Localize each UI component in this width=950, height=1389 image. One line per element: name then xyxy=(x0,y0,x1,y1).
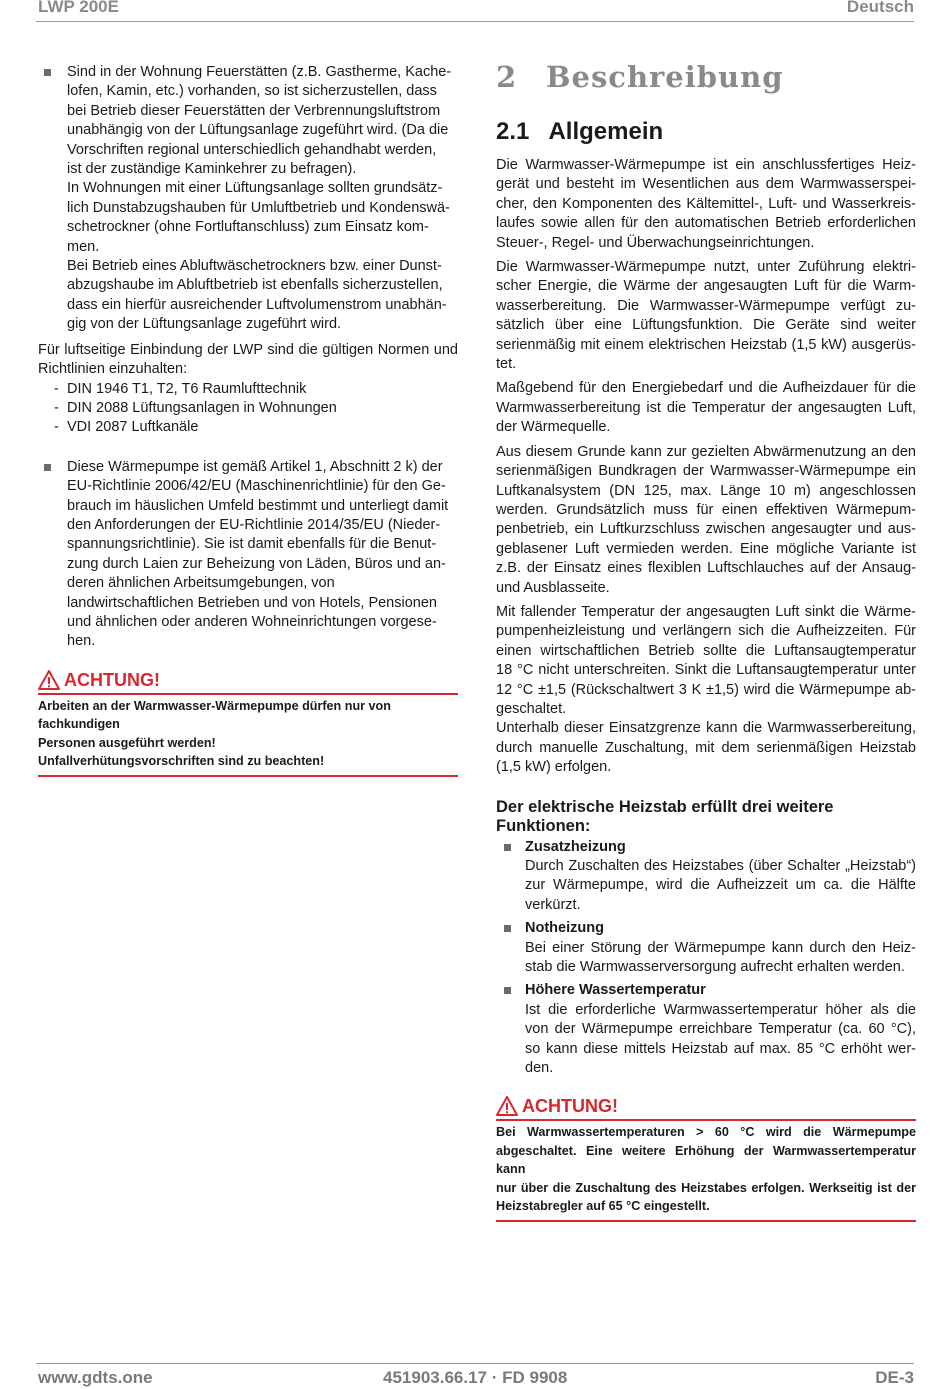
text-line: Die Warmwasser-Wärmepumpe nutzt, unter Zuführung elektri- xyxy=(496,259,916,276)
warning-rule xyxy=(38,693,458,695)
text-line: scher Energie, die Wärme der angesaugten Luft für die Warm- xyxy=(496,278,916,295)
header-language: Deutsch xyxy=(846,0,914,16)
function-text xyxy=(525,939,916,978)
text-line: den. xyxy=(525,1060,554,1077)
function-title: Zusatzheizung xyxy=(525,838,626,855)
warning-box-right xyxy=(496,1095,916,1222)
text-line: lich Dunstabzugshauben für Umluftbetrieb und Kondenswä- xyxy=(67,199,450,216)
text-line: Bei Betrieb eines Abluftwäschetrockners bzw. einer Dunst- xyxy=(67,258,442,275)
text-line: Heizstabregler auf 65 °C eingestellt. xyxy=(496,1199,710,1214)
function-item xyxy=(496,919,916,977)
text-line: zung durch Laien zur Beheizung von Läden, Büros und an- xyxy=(67,555,446,572)
text-line: zur Wärmepumpe, wird die Aufheizzeit um ca. die Hälfte xyxy=(525,877,916,894)
chapter-title: Beschreibung xyxy=(546,60,784,94)
norms-intro xyxy=(38,341,458,380)
text-line: einen wirtschaftlichen Betrieb sollte die Luftansaugtemperatur xyxy=(496,642,916,659)
square-bullet-icon xyxy=(504,987,511,994)
text-line: Sind in der Wohnung Feuerstätten (z.B. Gastherme, Kache- xyxy=(67,64,452,80)
text-line: Für luftseitige Einbindung der LWP sind die gültigen Normen und xyxy=(38,341,458,358)
chapter-heading xyxy=(496,58,916,96)
text-line: gig von der Lüftungsanlage zugeführt wird. xyxy=(67,316,342,333)
bullet-fireplaces-text xyxy=(67,63,458,335)
footer-divider xyxy=(36,1363,914,1364)
text-line: der Wärmequelle. xyxy=(496,419,611,436)
text-line: Die Warmwasser-Wärmepumpe ist ein anschlussfertiges Heiz- xyxy=(496,157,916,173)
text-line: schetrockner (ohne Fortluftanschluss) zum Einsatz kom- xyxy=(67,219,429,236)
header-product: LWP 200E xyxy=(38,0,119,16)
function-title: Notheizung xyxy=(525,920,604,937)
warning-text xyxy=(38,697,458,771)
text-line: Funktionen: xyxy=(496,816,591,835)
text-line: penbetrieb, ein Luftkurzschluss zwischen angesaugter und aus- xyxy=(496,521,916,538)
square-bullet-icon xyxy=(44,464,51,471)
text-line: serienmäßig mit einem elektrischen Heizstab (1,5 kW) ausgerüs- xyxy=(496,336,916,353)
square-bullet-icon xyxy=(504,925,511,932)
text-line: abzugshaube im Abluftbetrieb ist ebenfalls sicherzustellen, xyxy=(67,277,443,294)
warning-rule xyxy=(496,1119,916,1121)
square-bullet-icon xyxy=(504,844,511,851)
text-line: Bei Warmwassertemperaturen > 60 °C wird die Wärmepumpe xyxy=(496,1125,916,1140)
text-line: EU-Richtlinie 2006/42/EU (Maschinenrichtlinie) für den Ge- xyxy=(67,478,446,495)
text-line: durch manuelle Zuschaltung, mit dem serienmäßigen Heizstab xyxy=(496,739,916,756)
text-line: landwirtschaftlichen Betrieben und von Hotels, Pensionen xyxy=(67,594,437,611)
subheading-functions xyxy=(496,798,916,836)
paragraph xyxy=(496,603,916,778)
footer-doc-number: 451903.66.17 · FD 9908 xyxy=(383,1368,568,1387)
text-line: Aus diesem Grunde kann zur gezielten Abwärmenutzung an den xyxy=(496,443,916,460)
text-line: geschaltet. xyxy=(496,700,567,717)
text-line: In Wohnungen mit einer Lüftungsanlage sollten grundsätz- xyxy=(67,180,443,197)
text-line: Diese Wärmepumpe ist gemäß Artikel 1, Abschnitt 2 k) der xyxy=(67,458,443,475)
text-line: stab die Warmwasserversorgung aufrecht erhalten werden. xyxy=(525,959,905,976)
paragraph xyxy=(496,379,916,437)
text-line: nur über die Zuschaltung des Heizstabes erfolgen. Werkseitig ist der xyxy=(496,1180,916,1195)
paragraph xyxy=(496,156,916,253)
function-text xyxy=(525,1001,916,1079)
warning-text xyxy=(496,1123,916,1216)
text-line: werden. Grundsätzlich muss für einen effektiven Wärmepum- xyxy=(496,501,916,518)
header-divider xyxy=(36,21,914,22)
chapter-number: 2 xyxy=(496,60,518,94)
warning-title: ACHTUNG! xyxy=(64,669,160,690)
text-line: Ist die erforderliche Warmwassertemperatur höher als die xyxy=(525,1001,916,1018)
norm-item: - VDI 2087 Luftkanäle xyxy=(54,419,199,436)
text-line: serienmäßigen Bundkragen der Warmwasser-Wärmepumpe ein xyxy=(496,463,916,480)
square-bullet-icon xyxy=(44,69,51,76)
bullet-eu-directive xyxy=(38,458,458,652)
text-line: deren ähnlichen Arbeitsumgebungen, von xyxy=(67,575,335,592)
function-title: Höhere Wassertemperatur xyxy=(525,982,706,999)
norms-list xyxy=(38,380,458,438)
text-line: unabhängig von der Lüftungsanlage zugeführt wird. (Da die xyxy=(67,122,449,139)
text-line: z.B. der Einsatz eines flexiblen Luftschlauches auf der Ansaug- xyxy=(496,560,916,577)
text-line: abgeschaltet. Eine weitere Erhöhung der Warmwassertemperatur kann xyxy=(496,1143,916,1177)
text-line: ist der zuständige Kaminkehrer zu befragen). xyxy=(67,161,357,178)
text-line: spannungsrichtlinie). Sie ist damit ebenfalls für die Benut- xyxy=(67,536,437,553)
text-line: Mit fallender Temperatur der angesaugten Luft sinkt die Wärme- xyxy=(496,603,916,620)
text-line: Arbeiten an der Warmwasser-Wärmepumpe dürfen nur von fachkundigen xyxy=(38,698,391,732)
norm-item: - DIN 2088 Lüftungsanlagen in Wohnungen xyxy=(54,399,337,416)
warning-triangle-icon xyxy=(38,670,60,690)
warning-box-left xyxy=(38,669,458,777)
text-line: Richtlinien einzuhalten: xyxy=(38,361,188,378)
function-item xyxy=(496,838,916,916)
text-line: Maßgebend für den Energiebedarf und die Aufheizdauer für die xyxy=(496,380,916,397)
text-line: 12 °C ±1,5 (Rückschaltwert 3 K ±1,5) wird die Wärmepumpe ab- xyxy=(496,681,916,698)
warning-title: ACHTUNG! xyxy=(522,1096,618,1117)
text-line: und Ausblasseite. xyxy=(496,579,610,596)
text-line: verkürzt. xyxy=(525,896,581,913)
text-line: lofen, Kamin, etc.) vorhanden, so ist sicherzustellen, dass xyxy=(67,83,437,100)
right-column xyxy=(496,58,916,1222)
footer-website: www.gdts.one xyxy=(38,1368,153,1387)
text-line: Unterhalb dieser Einsatzgrenze kann die Warmwasserbereitung, xyxy=(496,720,916,737)
text-line: so kann diese mittels Heizstab auf max. 85 °C erhöht wer- xyxy=(525,1040,916,1057)
text-line: von der Wärmepumpe erreichbare Temperatur (ca. 60 °C), xyxy=(525,1021,916,1038)
text-line: Durch Zuschalten des Heizstabes (über Schalter „Heizstab“) xyxy=(525,858,916,874)
text-line: cher, den Komponenten des Kältemittel-, Luft- und Wasserkreis- xyxy=(496,195,916,212)
text-line: den Anforderungen der EU-Richtlinie 2014/35/EU (Nieder- xyxy=(67,516,441,533)
text-line: und ähnlichen oder anderen Wohneinrichtungen vorgese- xyxy=(67,613,437,630)
text-line: dass ein hierfür ausreichender Luftvolumenstrom unabhän- xyxy=(67,296,447,313)
text-line: gerät und besteht im Wesentlichen aus dem Warmwasserspei- xyxy=(496,176,916,193)
norm-item: - DIN 1946 T1, T2, T6 Raumlufttechnik xyxy=(54,380,307,397)
left-column xyxy=(38,63,458,777)
text-line: Steuer-, Regel- und Überwachungseinrichtungen. xyxy=(496,234,815,251)
text-line: 18 °C nicht unterschreiten. Sinkt die Luftansaugtemperatur unter xyxy=(496,662,916,679)
section-heading: 2.1 Allgemein xyxy=(496,118,664,145)
text-line: Bei einer Störung der Wärmepumpe kann durch den Heiz- xyxy=(525,939,916,956)
footer-page-number: DE-3 xyxy=(875,1368,914,1387)
text-line: Unfallverhütungsvorschriften sind zu beachten! xyxy=(38,754,325,769)
text-line: Personen ausgeführt werden! xyxy=(38,735,216,750)
text-line: men. xyxy=(67,238,100,255)
text-line: laufes sowie allen für den automatischen Betrieb erforderlichen xyxy=(496,215,916,232)
text-line: bei Betrieb dieser Feuerstätten der Verbrennungsluftstrom xyxy=(67,102,441,119)
text-line: Warmwasserbereitung ist die Temperatur der angesaugten Luft, xyxy=(496,399,916,416)
function-item xyxy=(496,981,916,1078)
function-text xyxy=(525,857,916,915)
bullet-eu-directive-text xyxy=(67,458,458,652)
text-line: wasserbereitung. Die Warmwasser-Wärmepumpe verfügt zu- xyxy=(496,297,916,314)
text-line: hen. xyxy=(67,633,96,650)
paragraph xyxy=(496,258,916,374)
warning-triangle-icon xyxy=(496,1096,518,1116)
text-line: Der elektrische Heizstab erfüllt drei weitere xyxy=(496,797,834,816)
text-line: brauch im häuslichen Umfeld bestimmt und unterliegt damit xyxy=(67,497,449,514)
text-line: (1,5 kW) erfolgen. xyxy=(496,759,612,776)
text-line: Vorschriften regional unterschiedlich gehandhabt werden, xyxy=(67,141,437,158)
text-line: geblasener Luft vermieden werden. Eine mögliche Variante ist xyxy=(496,540,916,557)
bullet-fireplaces xyxy=(38,63,458,335)
text-line: tet. xyxy=(496,356,517,373)
text-line: pumpenheizleistung und verlängern sich die Aufheizzeiten. Für xyxy=(496,623,916,640)
text-line: Luftkanalsystem (DN 125, max. Länge 10 m) angeschlossen xyxy=(496,482,916,499)
text-line: sätzlich über eine Lüftungsfunktion. Die Geräte sind weiter xyxy=(496,317,916,334)
paragraph xyxy=(496,443,916,598)
